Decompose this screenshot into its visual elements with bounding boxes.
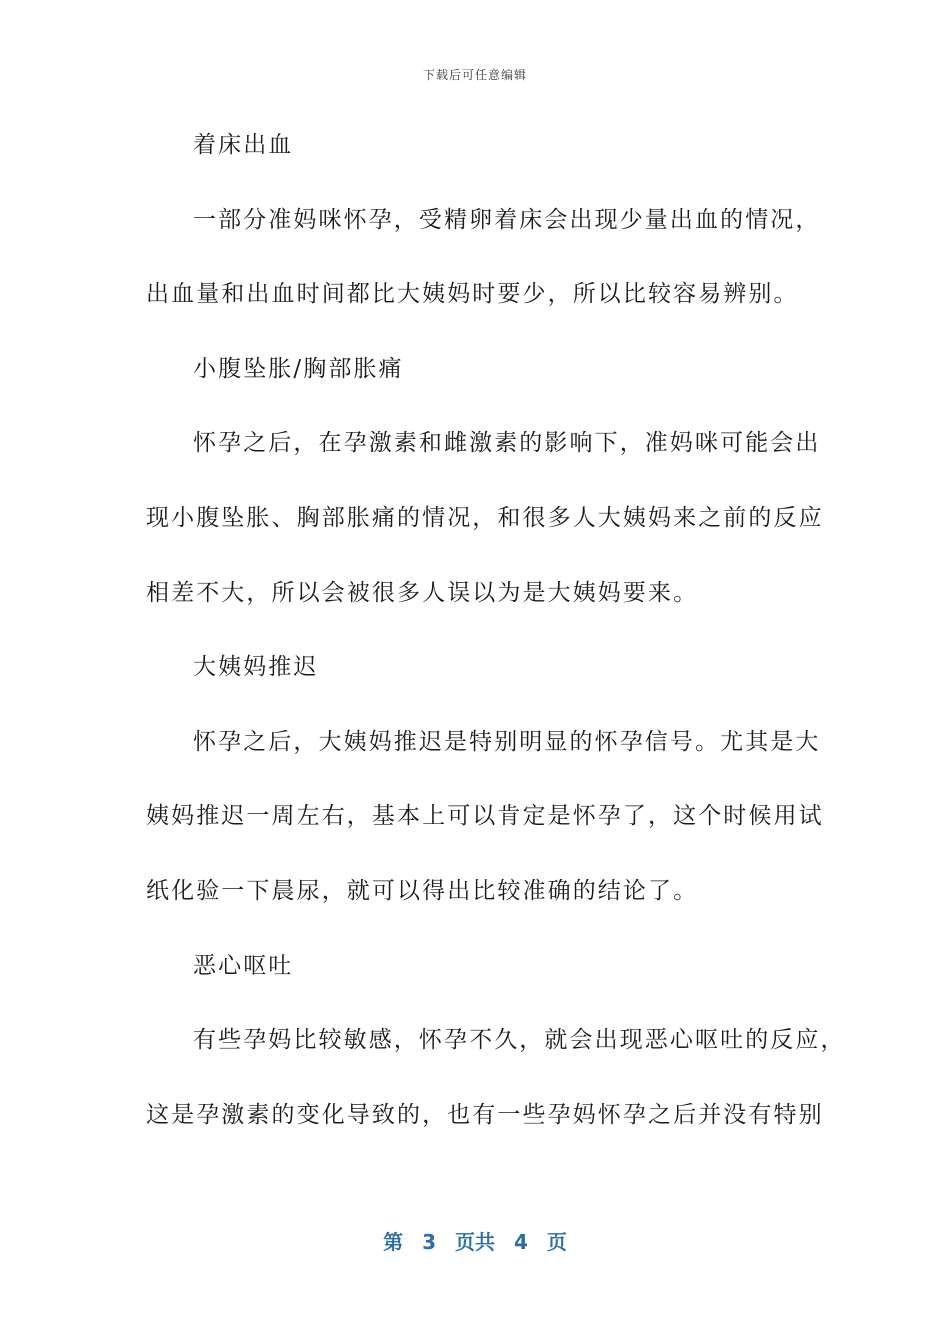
- page-prefix: 第: [383, 1230, 404, 1254]
- heading-nausea-vomiting: 恶心呕吐: [193, 952, 294, 979]
- paragraph-line: 现小腹坠胀、胸部胀痛的情况，和很多人大姨妈来之前的反应: [146, 504, 824, 531]
- heading-abdominal-breast-pain: 小腹坠胀/胸部胀痛: [193, 355, 404, 382]
- document-body: [146, 120, 846, 1164]
- paragraph-line: 纸化验一下晨尿，就可以得出比较准确的结论了。: [146, 877, 699, 904]
- paragraph-line: 出血量和出血时间都比大姨妈时要少，所以比较容易辨别。: [146, 281, 799, 308]
- paragraph-line: 怀孕之后，大姨妈推迟是特别明显的怀孕信号。尤其是大: [193, 728, 821, 755]
- paragraph-line: 有些孕妈比较敏感，怀孕不久，就会出现恶心呕吐的反应，: [193, 1027, 846, 1054]
- heading-period-delay: 大姨妈推迟: [193, 654, 319, 681]
- total-pages-number: 4: [513, 1230, 528, 1254]
- page-mid: 页共: [455, 1230, 495, 1254]
- paragraph-line: 怀孕之后，在孕激素和雌激素的影响下，准妈咪可能会出: [193, 430, 821, 457]
- heading-implantation-bleeding: 着床出血: [193, 132, 294, 158]
- current-page-number: 3: [422, 1230, 437, 1254]
- paragraph-line: 姨妈推迟一周左右，基本上可以肯定是怀孕了，这个时候用试: [146, 803, 824, 830]
- page-header: 下载后可任意编辑: [422, 68, 527, 82]
- paragraph-line: 相差不大，所以会被很多人误以为是大姨妈要来。: [146, 579, 699, 606]
- page-suffix: 页: [546, 1230, 567, 1254]
- paragraph-line: 这是孕激素的变化导致的，也有一些孕妈怀孕之后并没有特别: [146, 1101, 824, 1128]
- page-footer: [0, 1226, 950, 1255]
- paragraph-line: 一部分准妈咪怀孕，受精卵着床会出现少量出血的情况，: [193, 206, 821, 233]
